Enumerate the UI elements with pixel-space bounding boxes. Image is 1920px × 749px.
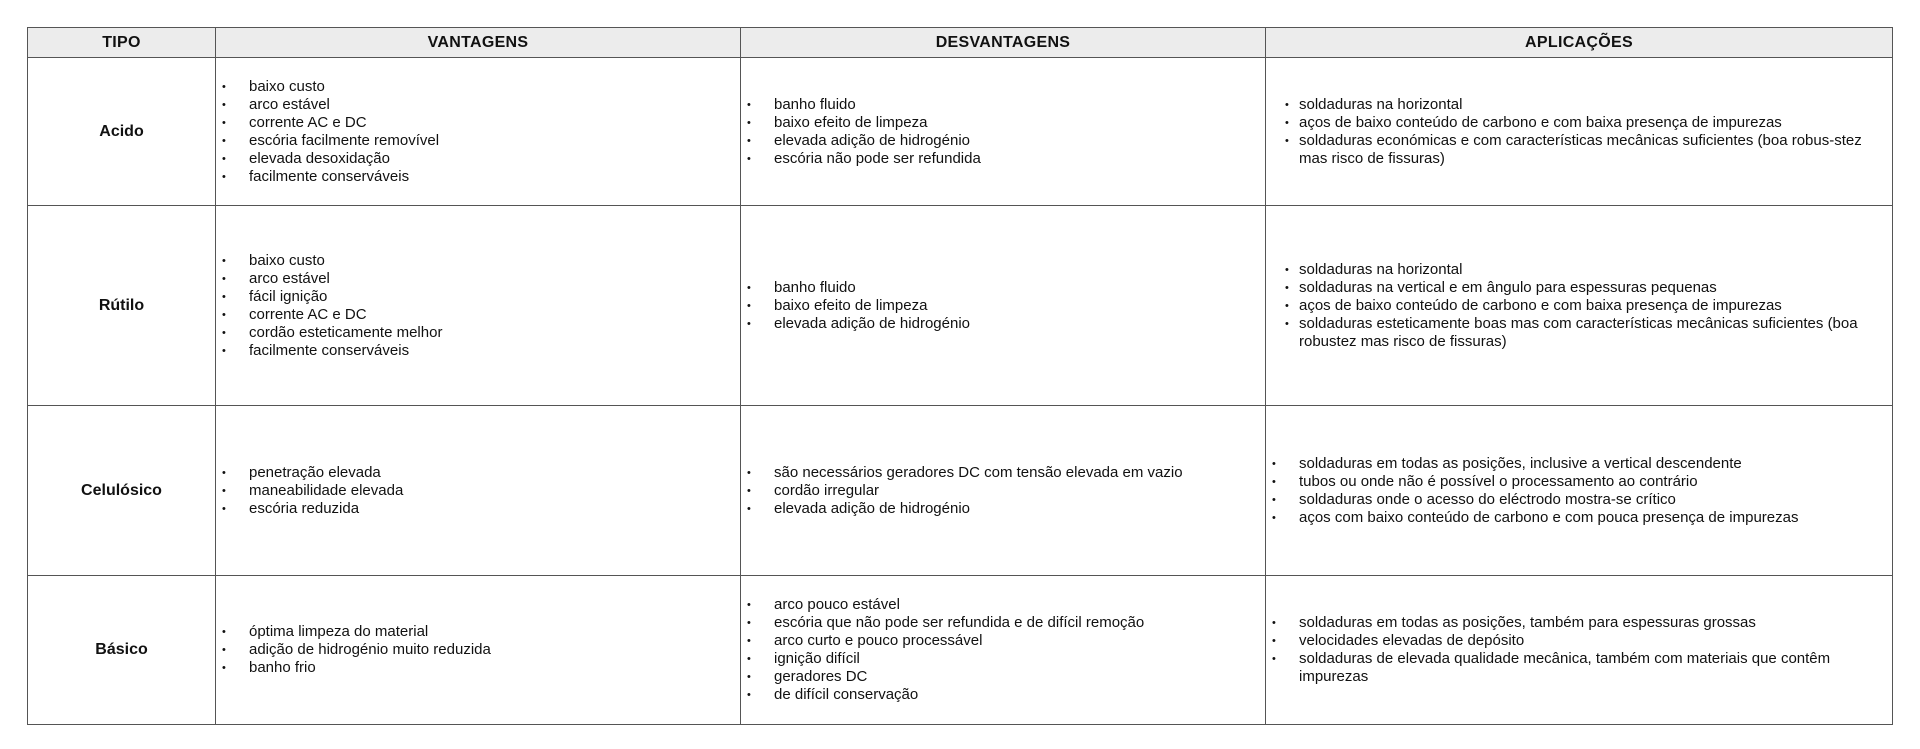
desvantagens-celulosico — [741, 406, 1266, 576]
header-desvantagens: DESVANTAGENS — [741, 28, 1266, 58]
aplicacoes-list — [1266, 614, 1892, 686]
desvantagens-list — [741, 96, 1265, 168]
list-item: • soldaduras na horizontal — [1266, 96, 1892, 114]
list-item: • soldaduras económicas e com características mecânicas suficientes (boa robus-stez mas risco de fissuras) — [1266, 132, 1892, 168]
type-acido: Acido — [28, 58, 216, 206]
list-item: • tubos ou onde não é possível o processamento ao contrário — [1266, 473, 1892, 491]
list-item: • penetração elevada — [216, 464, 740, 482]
list-item: • elevada desoxidação — [216, 150, 740, 168]
type-celulosico: Celulósico — [28, 406, 216, 576]
list-item: • escória reduzida — [216, 500, 740, 518]
list-item: • arco estável — [216, 96, 740, 114]
list-item: • banho frio — [216, 659, 740, 677]
list-item: • baixo custo — [216, 78, 740, 96]
vantagens-list — [216, 252, 740, 360]
aplicacoes-list — [1266, 261, 1892, 351]
list-item: • são necessários geradores DC com tensão elevada em vazio — [741, 464, 1265, 482]
list-item: • facilmente conserváveis — [216, 342, 740, 360]
header-aplicacoes: APLICAÇÕES — [1266, 28, 1892, 58]
aplicacoes-rutilo — [1266, 206, 1892, 406]
desvantagens-list — [741, 596, 1265, 704]
list-item: • arco estável — [216, 270, 740, 288]
list-item: • maneabilidade elevada — [216, 482, 740, 500]
list-item: • geradores DC — [741, 668, 1265, 686]
list-item: • elevada adição de hidrogénio — [741, 315, 1265, 333]
list-item: • banho fluido — [741, 96, 1265, 114]
header-vantagens: VANTAGENS — [216, 28, 741, 58]
list-item: • cordão esteticamente melhor — [216, 324, 740, 342]
aplicacoes-list — [1266, 455, 1892, 527]
vantagens-list — [216, 78, 740, 186]
list-item: • soldaduras em todas as posições, inclusive a vertical descendente — [1266, 455, 1892, 473]
list-item: • baixo custo — [216, 252, 740, 270]
list-item: • corrente AC e DC — [216, 306, 740, 324]
desvantagens-list — [741, 464, 1265, 518]
aplicacoes-acido — [1266, 58, 1892, 206]
list-item: • soldaduras na vertical e em ângulo para espessuras pequenas — [1266, 279, 1892, 297]
vantagens-celulosico — [216, 406, 741, 576]
list-item: • cordão irregular — [741, 482, 1265, 500]
list-item: • adição de hidrogénio muito reduzida — [216, 641, 740, 659]
type-rutilo: Rútilo — [28, 206, 216, 406]
list-item: • arco pouco estável — [741, 596, 1265, 614]
list-item: • elevada adição de hidrogénio — [741, 132, 1265, 150]
list-item: • elevada adição de hidrogénio — [741, 500, 1265, 518]
vantagens-list — [216, 464, 740, 518]
list-item: • velocidades elevadas de depósito — [1266, 632, 1892, 650]
list-item: • soldaduras em todas as posições, também para espessuras grossas — [1266, 614, 1892, 632]
list-item: • soldaduras esteticamente boas mas com características mecânicas suficientes (boa robustez mas risco de fissuras) — [1266, 315, 1892, 351]
vantagens-rutilo — [216, 206, 741, 406]
vantagens-acido — [216, 58, 741, 206]
list-item: • soldaduras na horizontal — [1266, 261, 1892, 279]
list-item: • óptima limpeza do material — [216, 623, 740, 641]
list-item: • arco curto e pouco processável — [741, 632, 1265, 650]
desvantagens-list — [741, 279, 1265, 333]
list-item: • baixo efeito de limpeza — [741, 297, 1265, 315]
list-item: • soldaduras de elevada qualidade mecânica, também com materiais que contêm impurezas — [1266, 650, 1892, 686]
aplicacoes-basico — [1266, 576, 1892, 724]
list-item: • aços de baixo conteúdo de carbono e com baixa presença de impurezas — [1266, 297, 1892, 315]
list-item: • soldaduras onde o acesso do eléctrodo mostra-se crítico — [1266, 491, 1892, 509]
list-item: • banho fluido — [741, 279, 1265, 297]
list-item: • escória facilmente removível — [216, 132, 740, 150]
list-item: • aços com baixo conteúdo de carbono e com pouca presença de impurezas — [1266, 509, 1892, 527]
electrode-types-table — [27, 27, 1893, 725]
aplicacoes-celulosico — [1266, 406, 1892, 576]
list-item: • fácil ignição — [216, 288, 740, 306]
list-item: • de difícil conservação — [741, 686, 1265, 704]
desvantagens-acido — [741, 58, 1266, 206]
list-item: • ignição difícil — [741, 650, 1265, 668]
list-item: • escória não pode ser refundida — [741, 150, 1265, 168]
vantagens-basico — [216, 576, 741, 724]
aplicacoes-list — [1266, 96, 1892, 168]
header-tipo: TIPO — [28, 28, 216, 58]
list-item: • escória que não pode ser refundida e de difícil remoção — [741, 614, 1265, 632]
list-item: • baixo efeito de limpeza — [741, 114, 1265, 132]
desvantagens-basico — [741, 576, 1266, 724]
vantagens-list — [216, 623, 740, 677]
list-item: • facilmente conserváveis — [216, 168, 740, 186]
list-item: • corrente AC e DC — [216, 114, 740, 132]
type-basico: Básico — [28, 576, 216, 724]
desvantagens-rutilo — [741, 206, 1266, 406]
list-item: • aços de baixo conteúdo de carbono e com baixa presença de impurezas — [1266, 114, 1892, 132]
